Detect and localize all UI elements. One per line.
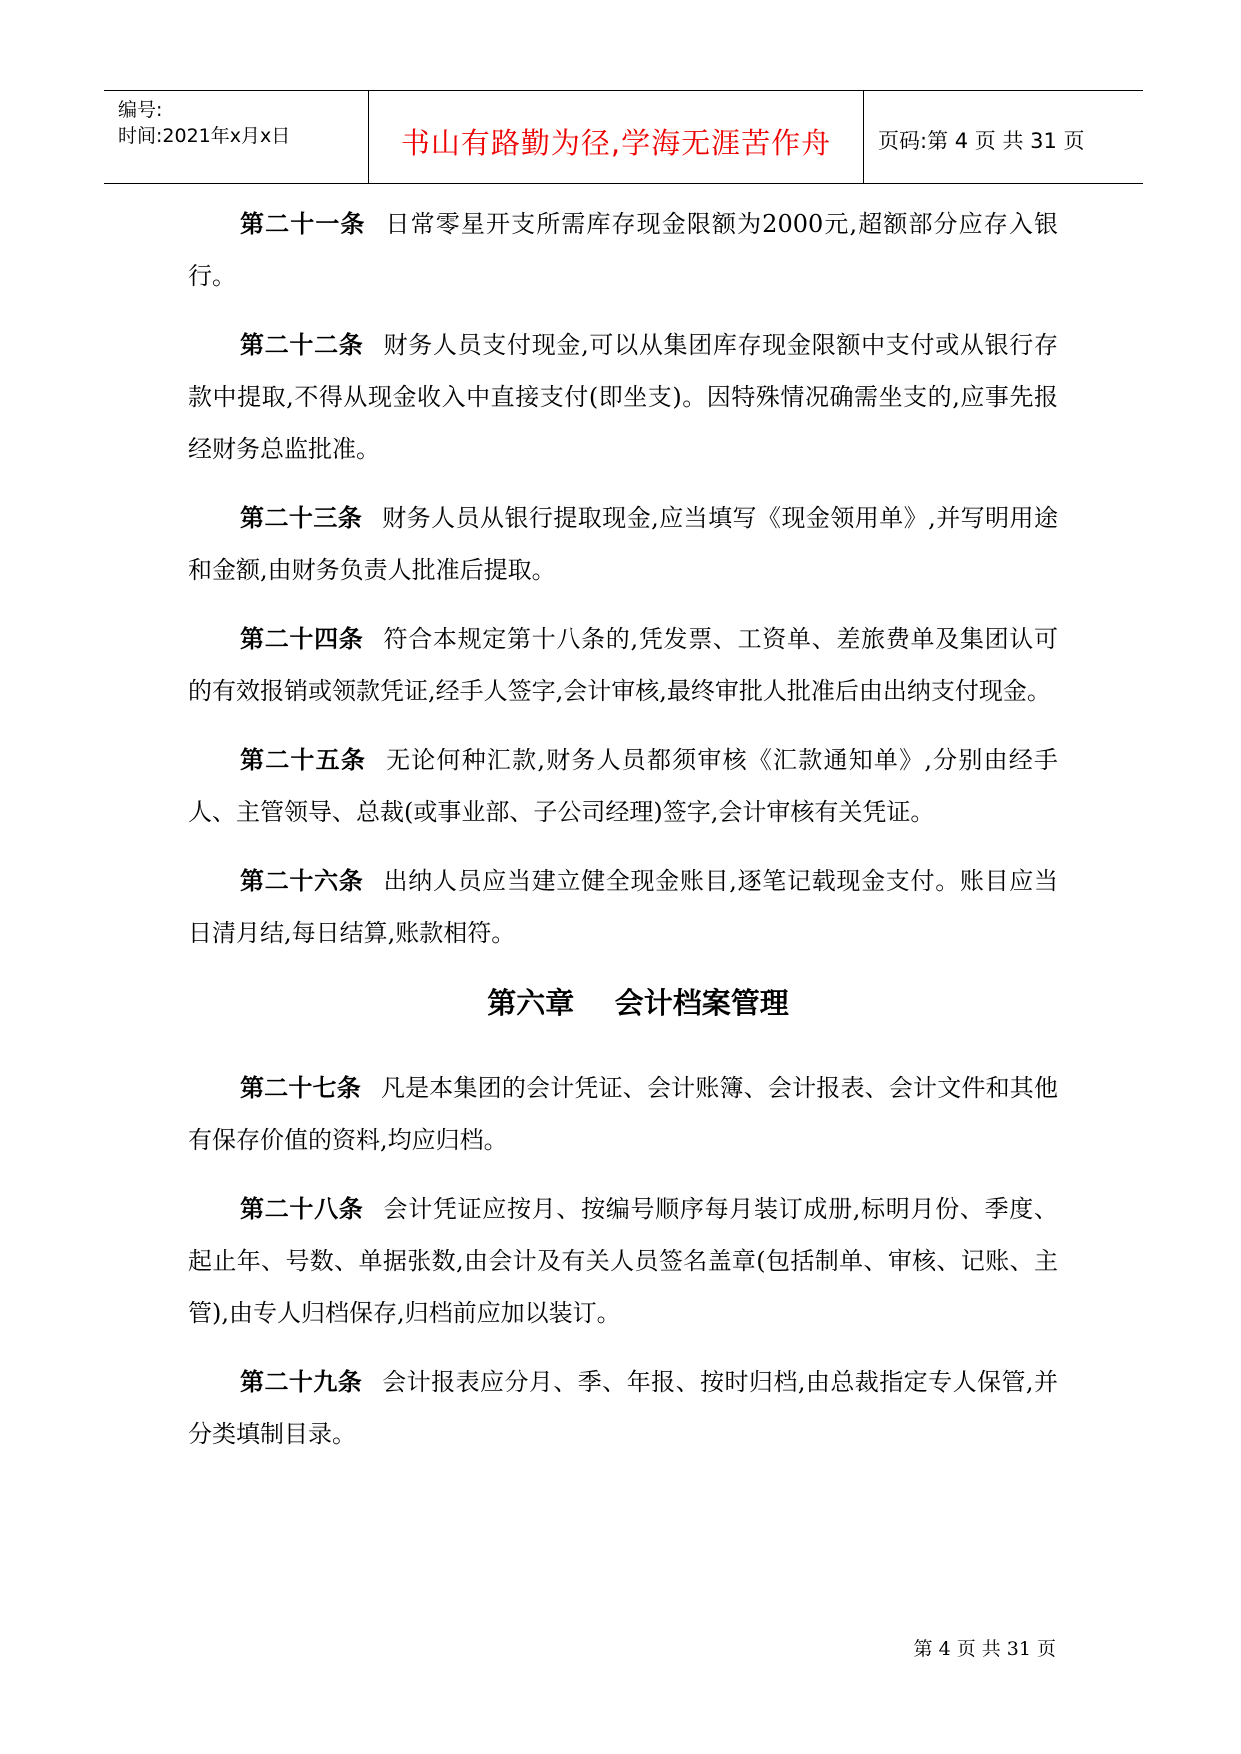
page-header: [104, 90, 1143, 184]
article-label: 第二十一条: [240, 210, 366, 238]
article: [188, 1183, 1058, 1339]
document-body: [188, 198, 1058, 1477]
article-text: 会计凭证应按月、按编号顺序每月装订成册,标明月份、季度、起止年、号数、单据张数,由会计及有关人员签名盖章(包括制单、审核、记账、主管),由专人归档保存,归档前应加以装订。: [188, 1195, 1058, 1327]
article-label: 第二十九条: [240, 1368, 363, 1396]
article: [188, 1356, 1058, 1460]
article-label: 第二十二条: [240, 331, 364, 359]
article-label: 第二十三条: [240, 504, 363, 532]
article-text: 财务人员支付现金,可以从集团库存现金限额中支付或从银行存款中提取,不得从现金收入中直接支付(即坐支)。因特殊情况确需坐支的,应事先报经财务总监批准。: [188, 331, 1058, 463]
article: [188, 1062, 1058, 1166]
article-label: 第二十四条: [240, 625, 364, 653]
page-footer: 第 4 页 共 31 页: [913, 1638, 1056, 1660]
chapter-title: 会计档案管理: [614, 986, 789, 1020]
article-text: 财务人员从银行提取现金,应当填写《现金领用单》,并写明用途和金额,由财务负责人批准后提取。: [188, 504, 1058, 584]
article: [188, 319, 1058, 475]
header-page-code: 页码:第 4 页 共 31 页: [878, 129, 1085, 153]
header-page-cell: [864, 91, 1143, 183]
article: [188, 613, 1058, 717]
article-list-b: [188, 1062, 1058, 1460]
article: [188, 855, 1058, 959]
header-motto-cell: [369, 91, 864, 183]
article-label: 第二十八条: [240, 1195, 364, 1223]
article: [188, 198, 1058, 302]
header-meta: [104, 91, 369, 183]
article: [188, 734, 1058, 838]
article-label: 第二十五条: [240, 746, 367, 774]
article-label: 第二十七条: [240, 1074, 361, 1102]
chapter-number: 第六章: [487, 986, 575, 1020]
article-label: 第二十六条: [240, 867, 364, 895]
document-time-label: 时间:2021年x月x日: [118, 125, 291, 147]
chapter-heading: [218, 981, 1058, 1022]
document-number-label: 编号:: [118, 99, 163, 121]
article-list-a: [188, 198, 1058, 959]
article-text: 日常零星开支所需库存现金限额为2000元,超额部分应存入银行。: [188, 210, 1058, 290]
article-text: 无论何种汇款,财务人员都须审核《汇款通知单》,分别由经手人、主管领导、总裁(或事业部、子公司经理)签字,会计审核有关凭证。: [188, 746, 1059, 826]
article-text: 凡是本集团的会计凭证、会计账簿、会计报表、会计文件和其他有保存价值的资料,均应归档。: [188, 1074, 1058, 1154]
article-text: 符合本规定第十八条的,凭发票、工资单、差旅费单及集团认可的有效报销或领款凭证,经手人签字,会计审核,最终审批人批准后由出纳支付现金。: [188, 625, 1058, 705]
article-text: 出纳人员应当建立健全现金账目,逐笔记载现金支付。账目应当日清月结,每日结算,账款相符。: [188, 867, 1058, 947]
header-motto: 书山有路勤为径,学海无涯苦作舟: [400, 126, 832, 160]
article-text: 会计报表应分月、季、年报、按时归档,由总裁指定专人保管,并分类填制目录。: [188, 1368, 1058, 1448]
article: [188, 492, 1058, 596]
